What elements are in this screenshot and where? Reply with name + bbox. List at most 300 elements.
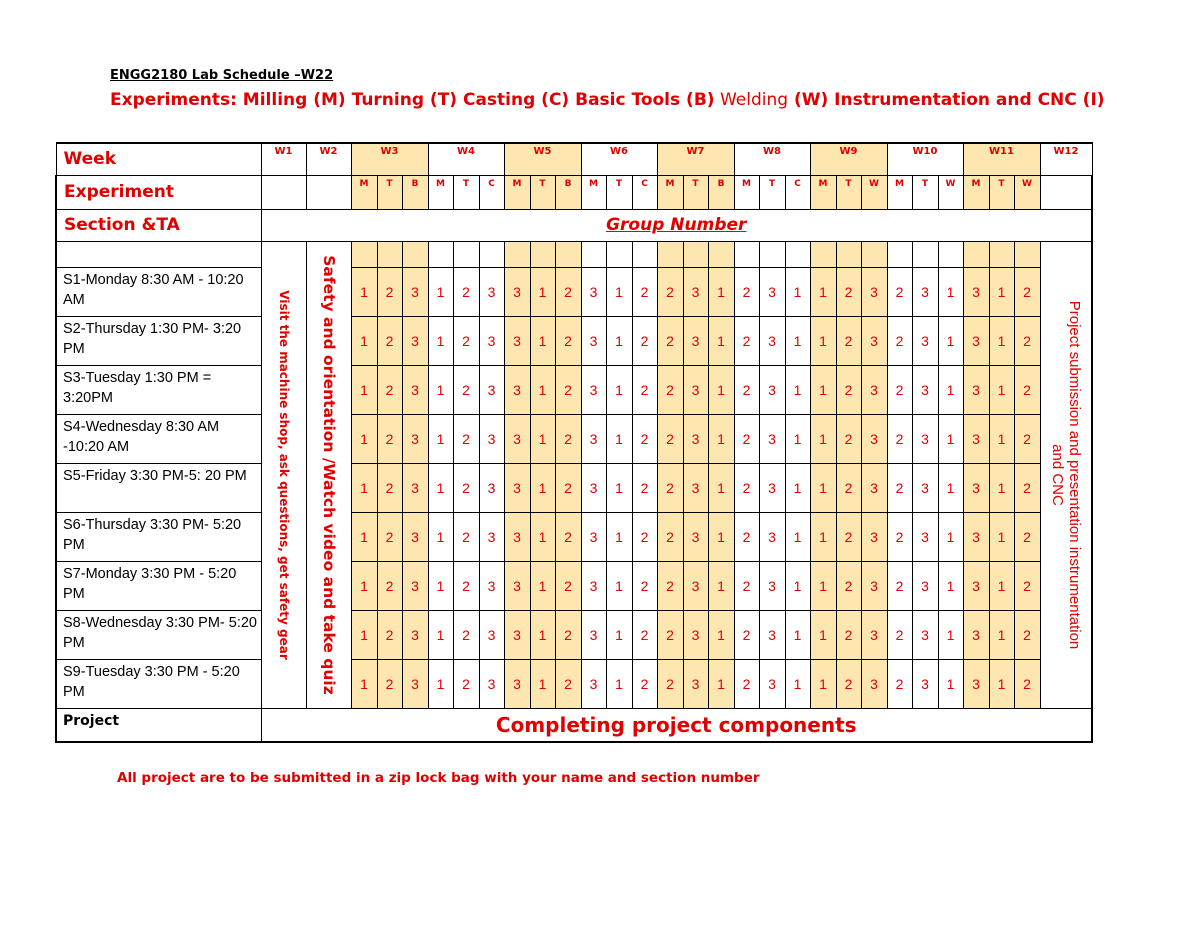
group-cell: 2 bbox=[657, 512, 683, 561]
group-cell: 3 bbox=[912, 316, 938, 365]
experiment-code: T bbox=[606, 175, 632, 209]
group-cell: 2 bbox=[377, 561, 402, 610]
group-cell: 3 bbox=[759, 414, 785, 463]
group-cell: 2 bbox=[377, 267, 402, 316]
section-ta-label: Section &TA bbox=[56, 209, 261, 241]
experiment-code: M bbox=[504, 175, 530, 209]
group-cell: 3 bbox=[912, 267, 938, 316]
group-cell: 3 bbox=[402, 365, 428, 414]
group-cell: 2 bbox=[632, 414, 657, 463]
group-number-label: Group Number bbox=[261, 209, 1092, 241]
section-row bbox=[56, 414, 1092, 463]
group-cell: 1 bbox=[989, 414, 1014, 463]
group-cell: 2 bbox=[657, 463, 683, 512]
blank-group-cell bbox=[938, 241, 963, 267]
blank-group-cell bbox=[683, 241, 708, 267]
section-row bbox=[56, 512, 1092, 561]
group-cell: 3 bbox=[581, 365, 606, 414]
group-cell: 3 bbox=[683, 610, 708, 659]
section-row bbox=[56, 610, 1092, 659]
experiment-code: M bbox=[963, 175, 989, 209]
group-cell: 2 bbox=[632, 463, 657, 512]
experiment-code: W bbox=[938, 175, 963, 209]
experiment-code: T bbox=[989, 175, 1014, 209]
section-row bbox=[56, 267, 1092, 316]
group-cell: 2 bbox=[377, 659, 402, 708]
group-cell: 2 bbox=[453, 267, 479, 316]
group-cell: 2 bbox=[734, 414, 759, 463]
w12-merged-cell bbox=[1040, 241, 1092, 708]
group-cell: 3 bbox=[759, 267, 785, 316]
group-cell: 1 bbox=[938, 316, 963, 365]
blank-group-cell bbox=[1014, 241, 1040, 267]
group-cell: 2 bbox=[887, 610, 912, 659]
week-header: W8 bbox=[734, 143, 810, 175]
group-cell: 2 bbox=[734, 267, 759, 316]
project-text: Completing project components bbox=[261, 708, 1092, 742]
group-cell: 1 bbox=[530, 512, 555, 561]
group-cell: 3 bbox=[759, 512, 785, 561]
group-cell: 1 bbox=[428, 267, 453, 316]
group-cell: 1 bbox=[351, 365, 377, 414]
section-row bbox=[56, 463, 1092, 512]
group-cell: 3 bbox=[683, 267, 708, 316]
group-cell: 2 bbox=[836, 463, 861, 512]
w2-vertical-text: Safety and orientation /Watch video and take quiz bbox=[319, 254, 338, 695]
group-cell: 2 bbox=[836, 267, 861, 316]
week-header: W2 bbox=[306, 143, 351, 175]
group-cell: 3 bbox=[479, 512, 504, 561]
group-cell: 2 bbox=[632, 561, 657, 610]
footnote: All project are to be submitted in a zip lock bag with your name and section number bbox=[117, 770, 760, 786]
week-header: W1 bbox=[261, 143, 306, 175]
group-cell: 1 bbox=[989, 365, 1014, 414]
group-cell: 3 bbox=[402, 561, 428, 610]
experiment-code: M bbox=[657, 175, 683, 209]
blank-section-cell bbox=[56, 241, 261, 267]
group-cell: 3 bbox=[683, 463, 708, 512]
w2-merged-cell bbox=[306, 241, 351, 708]
group-cell: 2 bbox=[632, 512, 657, 561]
group-cell: 1 bbox=[351, 659, 377, 708]
blank-group-cell bbox=[555, 241, 581, 267]
group-cell: 2 bbox=[657, 659, 683, 708]
week-header: W12 bbox=[1040, 143, 1092, 175]
group-cell: 3 bbox=[759, 316, 785, 365]
experiment-code: T bbox=[453, 175, 479, 209]
group-cell: 3 bbox=[581, 316, 606, 365]
group-cell: 1 bbox=[810, 365, 836, 414]
group-cell: 2 bbox=[887, 463, 912, 512]
group-cell: 3 bbox=[963, 267, 989, 316]
group-cell: 3 bbox=[861, 414, 887, 463]
group-cell: 2 bbox=[1014, 267, 1040, 316]
project-label: Project bbox=[56, 708, 261, 742]
group-cell: 1 bbox=[428, 414, 453, 463]
blank-group-cell bbox=[453, 241, 479, 267]
legend-text-b: Welding bbox=[714, 90, 789, 110]
group-cell: 3 bbox=[861, 561, 887, 610]
group-cell: 2 bbox=[887, 365, 912, 414]
section-label: S6-Thursday 3:30 PM- 5:20 PM bbox=[56, 512, 261, 561]
group-cell: 2 bbox=[453, 316, 479, 365]
experiment-cell-w12 bbox=[1040, 175, 1092, 209]
group-cell: 3 bbox=[504, 267, 530, 316]
group-cell: 1 bbox=[530, 659, 555, 708]
group-cell: 3 bbox=[581, 414, 606, 463]
group-cell: 2 bbox=[555, 463, 581, 512]
group-cell: 1 bbox=[708, 512, 734, 561]
blank-group-cell bbox=[479, 241, 504, 267]
group-cell: 2 bbox=[453, 610, 479, 659]
group-cell: 2 bbox=[657, 316, 683, 365]
group-cell: 3 bbox=[912, 512, 938, 561]
week-header: W7 bbox=[657, 143, 734, 175]
week-header: W3 bbox=[351, 143, 428, 175]
week-header: W6 bbox=[581, 143, 657, 175]
section-label: S7-Monday 3:30 PM - 5:20 PM bbox=[56, 561, 261, 610]
week-header: W11 bbox=[963, 143, 1040, 175]
group-cell: 3 bbox=[581, 659, 606, 708]
group-cell: 1 bbox=[530, 365, 555, 414]
group-cell: 3 bbox=[581, 610, 606, 659]
experiment-code: B bbox=[708, 175, 734, 209]
group-cell: 2 bbox=[555, 414, 581, 463]
week-header: W10 bbox=[887, 143, 963, 175]
blank-group-cell bbox=[530, 241, 555, 267]
experiment-code: M bbox=[581, 175, 606, 209]
group-cell: 2 bbox=[887, 659, 912, 708]
experiment-code: T bbox=[683, 175, 708, 209]
group-cell: 1 bbox=[530, 267, 555, 316]
group-cell: 2 bbox=[734, 463, 759, 512]
group-cell: 2 bbox=[836, 365, 861, 414]
group-cell: 1 bbox=[530, 316, 555, 365]
group-cell: 3 bbox=[759, 463, 785, 512]
group-cell: 1 bbox=[530, 610, 555, 659]
group-cell: 1 bbox=[938, 463, 963, 512]
group-cell: 3 bbox=[479, 463, 504, 512]
group-cell: 3 bbox=[963, 561, 989, 610]
group-cell: 1 bbox=[606, 414, 632, 463]
group-cell: 3 bbox=[479, 316, 504, 365]
group-cell: 2 bbox=[632, 659, 657, 708]
group-cell: 3 bbox=[581, 463, 606, 512]
group-cell: 1 bbox=[785, 267, 810, 316]
group-cell: 3 bbox=[402, 512, 428, 561]
group-cell: 2 bbox=[887, 316, 912, 365]
experiments-legend bbox=[110, 90, 1105, 110]
group-cell: 1 bbox=[428, 561, 453, 610]
experiment-code: C bbox=[479, 175, 504, 209]
group-cell: 2 bbox=[836, 610, 861, 659]
group-cell: 1 bbox=[708, 414, 734, 463]
group-cell: 1 bbox=[785, 561, 810, 610]
group-cell: 3 bbox=[861, 316, 887, 365]
group-cell: 1 bbox=[351, 610, 377, 659]
group-cell: 3 bbox=[504, 365, 530, 414]
group-cell: 1 bbox=[708, 316, 734, 365]
group-cell: 2 bbox=[734, 316, 759, 365]
blank-group-cell bbox=[989, 241, 1014, 267]
blank-group-cell bbox=[632, 241, 657, 267]
group-cell: 3 bbox=[861, 659, 887, 708]
lab-schedule-table bbox=[55, 142, 1093, 743]
group-cell: 1 bbox=[785, 610, 810, 659]
group-cell: 2 bbox=[887, 414, 912, 463]
group-cell: 2 bbox=[377, 512, 402, 561]
group-cell: 1 bbox=[530, 561, 555, 610]
experiment-code: C bbox=[785, 175, 810, 209]
blank-group-cell bbox=[428, 241, 453, 267]
group-cell: 3 bbox=[581, 267, 606, 316]
blank-group-cell bbox=[887, 241, 912, 267]
w1-vertical-text: Visit the machine shop, ask questions, get safety gear bbox=[276, 289, 291, 660]
group-cell: 1 bbox=[810, 659, 836, 708]
group-cell: 3 bbox=[402, 463, 428, 512]
blank-group-cell bbox=[963, 241, 989, 267]
group-cell: 1 bbox=[428, 659, 453, 708]
group-cell: 3 bbox=[683, 414, 708, 463]
group-cell: 1 bbox=[606, 267, 632, 316]
week-header: W4 bbox=[428, 143, 504, 175]
group-cell: 2 bbox=[453, 512, 479, 561]
section-label: S1-Monday 8:30 AM - 10:20 AM bbox=[56, 267, 261, 316]
group-cell: 3 bbox=[402, 316, 428, 365]
group-cell: 3 bbox=[963, 659, 989, 708]
group-cell: 3 bbox=[963, 610, 989, 659]
group-cell: 2 bbox=[1014, 463, 1040, 512]
group-cell: 1 bbox=[989, 610, 1014, 659]
group-cell: 3 bbox=[581, 512, 606, 561]
section-row bbox=[56, 316, 1092, 365]
group-cell: 1 bbox=[785, 316, 810, 365]
section-row bbox=[56, 659, 1092, 708]
group-cell: 1 bbox=[810, 463, 836, 512]
group-cell: 3 bbox=[402, 267, 428, 316]
group-cell: 2 bbox=[836, 561, 861, 610]
group-cell: 2 bbox=[1014, 414, 1040, 463]
experiment-code: B bbox=[402, 175, 428, 209]
w12-vertical-text bbox=[1049, 261, 1083, 688]
blank-group-cell bbox=[785, 241, 810, 267]
experiment-cell-w2 bbox=[306, 175, 351, 209]
experiment-code: T bbox=[530, 175, 555, 209]
group-cell: 1 bbox=[351, 267, 377, 316]
section-row bbox=[56, 561, 1092, 610]
group-cell: 1 bbox=[938, 365, 963, 414]
group-cell: 1 bbox=[606, 659, 632, 708]
group-cell: 1 bbox=[810, 610, 836, 659]
group-cell: 2 bbox=[632, 316, 657, 365]
group-cell: 1 bbox=[708, 561, 734, 610]
w12-line-2: and CNC bbox=[1048, 443, 1066, 506]
section-label: S5-Friday 3:30 PM-5: 20 PM bbox=[56, 463, 261, 512]
blank-group-cell bbox=[402, 241, 428, 267]
section-label: S8-Wednesday 3:30 PM- 5:20 PM bbox=[56, 610, 261, 659]
group-cell: 2 bbox=[632, 267, 657, 316]
group-cell: 1 bbox=[351, 414, 377, 463]
group-cell: 2 bbox=[734, 365, 759, 414]
group-cell: 3 bbox=[759, 365, 785, 414]
group-cell: 1 bbox=[351, 561, 377, 610]
group-cell: 3 bbox=[479, 610, 504, 659]
group-cell: 2 bbox=[836, 316, 861, 365]
group-cell: 1 bbox=[708, 267, 734, 316]
group-cell: 2 bbox=[657, 561, 683, 610]
group-cell: 2 bbox=[453, 463, 479, 512]
group-cell: 3 bbox=[963, 316, 989, 365]
group-cell: 1 bbox=[938, 512, 963, 561]
group-cell: 3 bbox=[479, 659, 504, 708]
group-cell: 3 bbox=[581, 561, 606, 610]
group-cell: 3 bbox=[759, 561, 785, 610]
blank-group-cell bbox=[759, 241, 785, 267]
group-cell: 1 bbox=[785, 463, 810, 512]
group-cell: 1 bbox=[989, 316, 1014, 365]
group-cell: 1 bbox=[606, 610, 632, 659]
group-cell: 3 bbox=[861, 267, 887, 316]
group-cell: 3 bbox=[861, 463, 887, 512]
group-cell: 1 bbox=[989, 512, 1014, 561]
experiment-code: T bbox=[912, 175, 938, 209]
blank-group-cell bbox=[657, 241, 683, 267]
group-cell: 1 bbox=[530, 414, 555, 463]
group-cell: 2 bbox=[1014, 512, 1040, 561]
group-cell: 2 bbox=[1014, 610, 1040, 659]
experiment-code: T bbox=[759, 175, 785, 209]
blank-group-cell bbox=[734, 241, 759, 267]
group-cell: 1 bbox=[989, 659, 1014, 708]
section-label: S9-Tuesday 3:30 PM - 5:20 PM bbox=[56, 659, 261, 708]
w12-line-1: Project submission and presentation instrumentation bbox=[1065, 300, 1083, 649]
group-cell: 3 bbox=[683, 316, 708, 365]
experiment-code: B bbox=[555, 175, 581, 209]
blank-group-cell bbox=[504, 241, 530, 267]
group-cell: 2 bbox=[377, 365, 402, 414]
group-cell: 3 bbox=[504, 512, 530, 561]
group-cell: 1 bbox=[785, 365, 810, 414]
group-cell: 2 bbox=[377, 463, 402, 512]
group-cell: 2 bbox=[377, 610, 402, 659]
experiment-code: C bbox=[632, 175, 657, 209]
w1-merged-cell bbox=[261, 241, 306, 708]
week-header: W9 bbox=[810, 143, 887, 175]
group-cell: 3 bbox=[912, 463, 938, 512]
group-cell: 1 bbox=[351, 463, 377, 512]
group-cell: 3 bbox=[861, 610, 887, 659]
blank-group-cell bbox=[581, 241, 606, 267]
group-cell: 1 bbox=[606, 512, 632, 561]
group-cell: 1 bbox=[708, 463, 734, 512]
group-cell: 1 bbox=[989, 267, 1014, 316]
group-cell: 2 bbox=[1014, 561, 1040, 610]
group-cell: 1 bbox=[708, 659, 734, 708]
section-label: S3-Tuesday 1:30 PM = 3:20PM bbox=[56, 365, 261, 414]
group-cell: 2 bbox=[1014, 365, 1040, 414]
group-cell: 1 bbox=[810, 561, 836, 610]
group-cell: 2 bbox=[887, 267, 912, 316]
group-cell: 3 bbox=[759, 659, 785, 708]
group-cell: 3 bbox=[402, 414, 428, 463]
group-cell: 3 bbox=[683, 561, 708, 610]
group-cell: 2 bbox=[555, 512, 581, 561]
group-cell: 1 bbox=[785, 512, 810, 561]
blank-group-cell bbox=[836, 241, 861, 267]
group-cell: 2 bbox=[1014, 316, 1040, 365]
group-cell: 3 bbox=[912, 414, 938, 463]
blank-group-cell bbox=[351, 241, 377, 267]
group-cell: 1 bbox=[810, 414, 836, 463]
group-cell: 2 bbox=[555, 659, 581, 708]
legend-text-c: (W) Instrumentation and CNC (I) bbox=[788, 90, 1105, 110]
group-cell: 1 bbox=[428, 512, 453, 561]
group-cell: 3 bbox=[683, 659, 708, 708]
group-cell: 3 bbox=[963, 512, 989, 561]
week-label: Week bbox=[56, 143, 261, 175]
group-cell: 2 bbox=[657, 365, 683, 414]
blank-group-cell bbox=[810, 241, 836, 267]
group-cell: 2 bbox=[453, 659, 479, 708]
group-cell: 3 bbox=[683, 512, 708, 561]
group-cell: 3 bbox=[504, 316, 530, 365]
group-cell: 2 bbox=[734, 659, 759, 708]
group-cell: 1 bbox=[351, 512, 377, 561]
group-cell: 1 bbox=[606, 316, 632, 365]
group-cell: 2 bbox=[555, 365, 581, 414]
group-cell: 3 bbox=[504, 414, 530, 463]
group-cell: 3 bbox=[402, 659, 428, 708]
group-cell: 1 bbox=[708, 365, 734, 414]
group-cell: 1 bbox=[428, 610, 453, 659]
group-cell: 1 bbox=[428, 316, 453, 365]
group-cell: 3 bbox=[963, 414, 989, 463]
experiment-label: Experiment bbox=[56, 175, 261, 209]
group-cell: 1 bbox=[785, 659, 810, 708]
group-cell: 1 bbox=[989, 561, 1014, 610]
experiment-cell-w1 bbox=[261, 175, 306, 209]
group-cell: 1 bbox=[530, 463, 555, 512]
group-cell: 3 bbox=[504, 463, 530, 512]
group-cell: 1 bbox=[989, 463, 1014, 512]
group-cell: 3 bbox=[479, 414, 504, 463]
group-cell: 1 bbox=[428, 365, 453, 414]
group-cell: 2 bbox=[734, 561, 759, 610]
group-cell: 3 bbox=[504, 610, 530, 659]
group-cell: 1 bbox=[938, 659, 963, 708]
experiment-code: M bbox=[887, 175, 912, 209]
group-cell: 2 bbox=[453, 365, 479, 414]
group-cell: 2 bbox=[657, 610, 683, 659]
group-cell: 2 bbox=[836, 512, 861, 561]
group-cell: 1 bbox=[810, 512, 836, 561]
group-cell: 1 bbox=[938, 561, 963, 610]
group-cell: 1 bbox=[938, 414, 963, 463]
group-cell: 3 bbox=[912, 561, 938, 610]
group-cell: 2 bbox=[1014, 659, 1040, 708]
group-cell: 2 bbox=[836, 414, 861, 463]
group-cell: 1 bbox=[351, 316, 377, 365]
experiment-code: M bbox=[428, 175, 453, 209]
experiment-code: M bbox=[734, 175, 759, 209]
group-cell: 2 bbox=[734, 610, 759, 659]
blank-group-cell bbox=[708, 241, 734, 267]
group-cell: 2 bbox=[555, 316, 581, 365]
week-header: W5 bbox=[504, 143, 581, 175]
group-cell: 2 bbox=[887, 561, 912, 610]
experiment-code: T bbox=[836, 175, 861, 209]
experiment-code: M bbox=[810, 175, 836, 209]
